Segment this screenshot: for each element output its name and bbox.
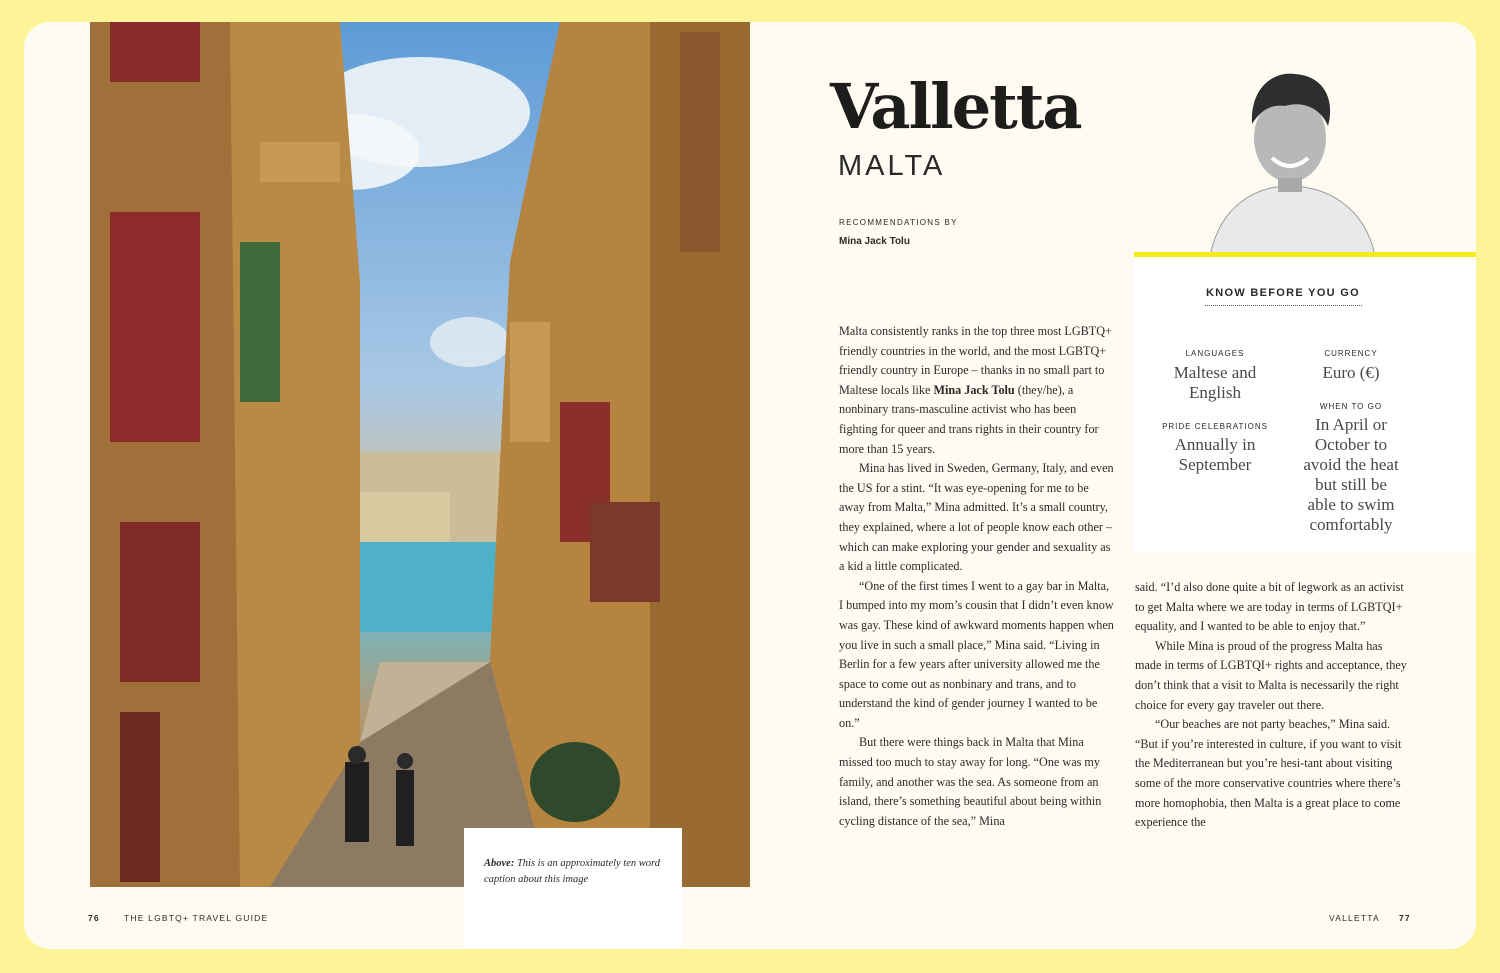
left-running-title: THE LGBTQ+ TRAVEL GUIDE (124, 913, 269, 923)
right-running-title: VALLETTA (1329, 913, 1380, 923)
article-paragraph-1: Malta consistently ranks in the top three most LGBTQ+ friendly countries in the world, and the most LGBTQ+ friendly country in Europe – thanks in no small part to Maltese locals like Mina Jack Tolu (they/he), a nonbinary trans-masculine activist who has been fighting for queer and trans rights in their country for more than 15 years. (839, 324, 1112, 456)
caption-text: This is an approximately ten word caption about this image (484, 858, 660, 885)
page-title: Valletta (830, 70, 1081, 143)
left-page-number: 76 (88, 913, 100, 923)
article-paragraph-7: “Our beaches are not party beaches,” Mina said. “But if you’re interested in culture, if you want to visit the Mediterranean but you’re hesi-tant about visiting some of the more conservative countries where there’s more homophobia, then Malta is a great place to come experience the (1135, 717, 1402, 830)
article-paragraph-6: While Mina is proud of the progress Malta has made in terms of LGBTQI+ rights and acceptance, they don’t think that a visit to Malta is necessarily the right choice for every gay traveler out there. (1135, 638, 1407, 712)
portrait-photo (1200, 66, 1380, 256)
info-box-divider (1205, 305, 1362, 306)
info-box-title: KNOW BEFORE YOU GO (1206, 287, 1360, 299)
recommender-name: Mina Jack Tolu (839, 236, 910, 247)
recommendations-label: RECOMMENDATIONS BY (839, 218, 958, 227)
caption-lead: Above: (484, 858, 515, 869)
article-column-1 (839, 322, 1115, 831)
article-paragraph-3: “One of the first times I went to a gay bar in Malta, I bumped into my mom’s cousin that I didn’t even know was gay. These kind of awkward moments happen when you live in such a small place,” Mina said. “Living in Berlin for a few years after university allowed me the space to come out as nonbinary and trans, and to understand the kind of gender journey I wanted to be on.” (839, 578, 1114, 730)
pride-value: Annually in September (1174, 435, 1256, 474)
article-column-2 (1135, 578, 1410, 833)
when-to-go-label: WHEN TO GO (1319, 402, 1383, 411)
currency-label: CURRENCY (1324, 349, 1378, 358)
street-illustration (90, 22, 750, 887)
portrait-illustration (1200, 66, 1380, 256)
photo-caption (484, 856, 664, 888)
when-to-go-value: In April or October to avoid the heat but still be able to swim comfortably (1303, 415, 1399, 534)
languages-label: LANGUAGES (1185, 349, 1245, 358)
currency-value: Euro (€) (1322, 363, 1380, 382)
magazine-spread (24, 22, 1476, 949)
article-paragraph-4: But there were things back in Malta that Mina missed too much to stay away for long. “One was my family, and another was the sea. As someone from an island, there’s something beautiful about being within cycling distance of the sea,” Mina (839, 735, 1102, 828)
right-page-number: 77 (1399, 913, 1411, 923)
article-paragraph-2: Mina has lived in Sweden, Germany, Italy, and even the US for a stint. “It was eye-opening for me to be away from Malta,” Mina admitted. It’s a small country, they explained, where a lot of people know each other – which can make exploring your gender and sexuality as a kid a little complicated. (839, 461, 1114, 574)
languages-value: Maltese and English (1173, 363, 1257, 402)
street-photo (90, 22, 750, 887)
highlighted-name: Mina Jack Tolu (933, 382, 1015, 397)
page-subtitle: MALTA (838, 150, 946, 182)
caption-box (464, 828, 682, 949)
pride-label: PRIDE CELEBRATIONS (1162, 422, 1268, 431)
know-before-you-go-box (1134, 257, 1476, 552)
article-paragraph-5: said. “I’d also done quite a bit of legwork as an activist to get Malta where we are today in terms of LGBTQI+ equality, and I wanted to be able to enjoy that.” (1135, 580, 1404, 634)
